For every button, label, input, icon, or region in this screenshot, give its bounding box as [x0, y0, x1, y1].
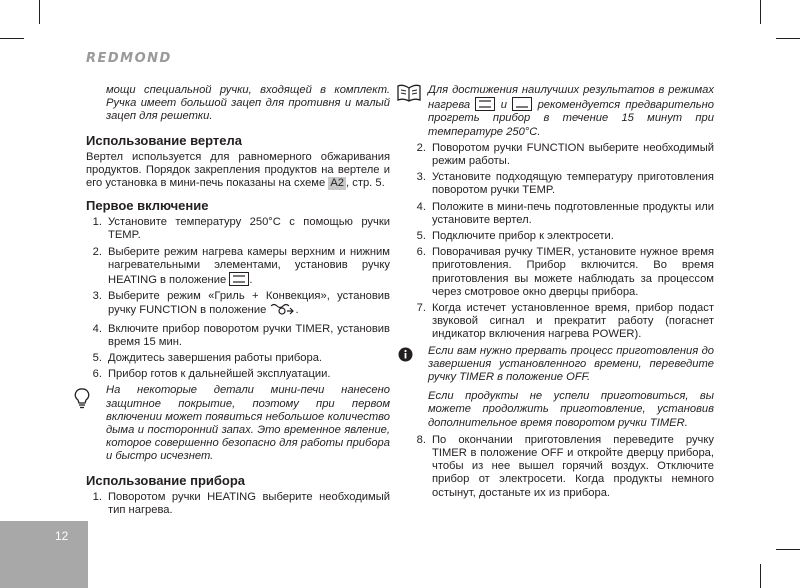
crop-mark	[39, 0, 40, 24]
list-item: 2. Выберите режим нагрева камеры верхним и нижним нагревательными элементами, установив ручку HEATING в положение .	[92, 245, 390, 287]
list-item: 7. Когда истечет установленное время, прибор подаст звуковой сигнал и прекратит работу (погаснет индикатор включения нагрева POWER).	[416, 302, 714, 341]
list-item: 8. По окончании приготовления переведите ручку TIMER в положение OFF и откройте дверцу прибора, чтобы из нее вышел горячий воздух. Отключите прибор от электросети. Когда продукты немного остынут, достаньте их из прибора.	[416, 433, 714, 499]
book-icon	[396, 84, 422, 106]
section-heading-usage: Использование прибора	[86, 472, 246, 488]
intro-text: мощи специальной ручки, входящей в комплект. Ручка имеет большой зацеп для противня и малый зацеп для решетки.	[106, 84, 390, 123]
info-note-interrupt: Если вам нужно прервать процесс приготовления до завершения установленного времени, переведите ручку TIMER в положение OFF.	[428, 344, 714, 384]
list-item: 5. Дождитесь завершения работы прибора.	[92, 352, 323, 365]
info-note-extend: Если продукты не успели приготовиться, вы можете продолжить приготовление, установив дополнительное время поворотом ручки TIMER.	[428, 390, 714, 429]
page-number: 12	[55, 529, 69, 543]
list-item: 4. Положите в мини-печь подготовленные продукты или установите вертел.	[416, 200, 714, 226]
heating-top-bottom-icon	[475, 97, 495, 111]
crop-mark	[776, 549, 800, 550]
section-heading-spit: Использование вертела	[86, 132, 243, 148]
left-column	[86, 84, 390, 517]
lightbulb-icon	[74, 388, 90, 414]
list-item: 2. Поворотом ручки FUNCTION выберите необходимый режим работы.	[416, 141, 714, 168]
first-use-list	[86, 216, 390, 381]
crop-mark	[760, 0, 761, 24]
usage-list-final	[410, 434, 714, 500]
list-item: 1. Установите температуру 250°С с помощью ручки TEMP.	[92, 216, 390, 242]
list-item: 5. Подключите прибор к электросети.	[416, 230, 614, 243]
list-item: 3. Выберите режим «Гриль + Конвекция», установив ручку FUNCTION в положение .	[86, 290, 390, 319]
list-item: 6. Прибор готов к дальнейшей эксплуатации.	[92, 368, 331, 381]
page-number-tab	[0, 521, 88, 588]
grill-convection-icon	[269, 303, 295, 319]
list-item: 4. Включите прибор поворотом ручки TIMER, установив время 15 мин.	[92, 322, 390, 348]
usage-list	[86, 491, 390, 517]
scheme-label: A2	[330, 177, 345, 190]
usage-list-continued	[410, 142, 714, 342]
list-item: 6. Поворачивая ручку TIMER, установите нужное время приготовления. Прибор включится. Во время приготовления вы можете наблюдать за процессом через смотровое окно дверцы прибора.	[416, 246, 714, 298]
first-use-note: На некоторые детали мини-печи нанесено защитное покрытие, поэтому при первом включении может появиться небольшое количество дыма и посторонний запах. Это временное явление, которое совершенно безопасно для работы прибора и быстро исчезнет.	[106, 384, 390, 463]
crop-mark	[760, 564, 761, 588]
section-heading-first-use: Первое включение	[86, 198, 209, 214]
crop-mark	[0, 38, 24, 39]
heating-top-bottom-icon	[229, 272, 249, 286]
spit-page-ref: , стр. 5.	[346, 177, 385, 190]
heating-bottom-icon	[512, 97, 532, 111]
list-item: 3. Установите подходящую температуру приготовления поворотом ручки TEMP.	[416, 171, 714, 197]
spit-paragraph	[86, 151, 390, 191]
info-icon	[398, 347, 413, 366]
brand-logo: REDMOND	[86, 51, 172, 66]
right-column	[410, 84, 714, 500]
crop-mark	[776, 38, 800, 39]
preheat-tip: Для достижения наилучших результатов в режимах нагрева и рекомендуется предварительно прогреть прибор в течение 15 минут при температуре 250°С.	[428, 84, 715, 138]
list-item: 1. Поворотом ручки HEATING выберите необходимый тип нагрева.	[92, 490, 390, 516]
spit-text: Вертел используется для равномерного обжаривания продуктов. Порядок закрепления продуктов на вертеле и его установка в мини-печь показаны на схеме	[86, 150, 390, 190]
